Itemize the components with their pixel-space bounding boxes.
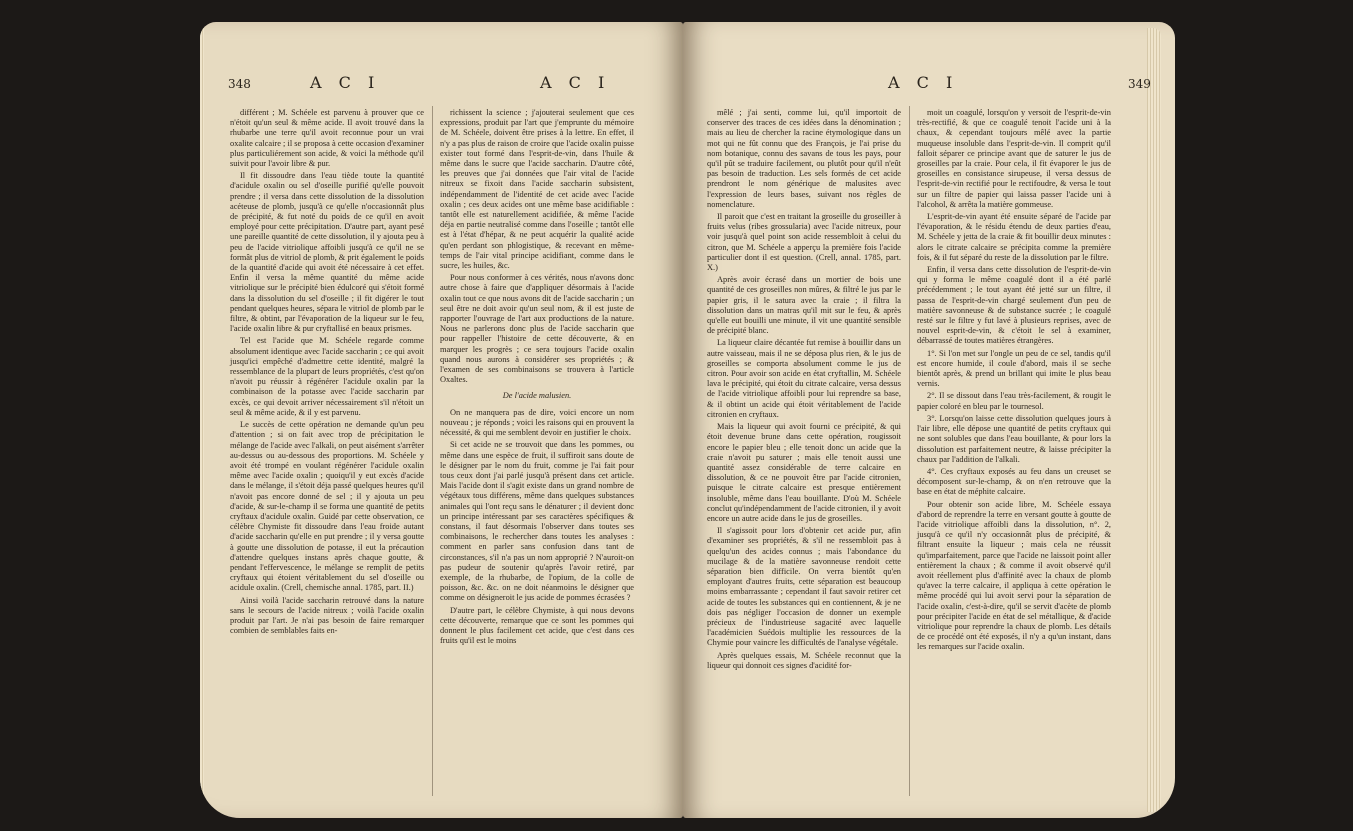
left-page-header [200, 73, 683, 97]
paragraph: moit un coagulé, lorsqu'on y versoit de l'esprit-de-vin très-rectifié, & que ce coagulé tenoit l'acide uni à la chaux, & cependant toujours mêlé avec la partie muqueuse insoluble dans l'esprit-de-vin. Il comprit qu'il falloit séparer ce principe avant que de saturer le jus de groseilles par la craie. Pour cela, il fit évaporer le jus de groseilles en consistance sirupeuse, il versa dessus de l'esprit-de-vin rectifié pour le rectifoudre, & versa le tout sur un filtre de papier qui laissa passer l'acide uni à l'alcohol, & arrêta la matière gommeuse. [917, 108, 1111, 209]
paragraph: Il fit dissoudre dans l'eau tiède toute la quantité d'acidule oxalin ou sel d'oseille purifié qu'elle pouvoit prendre ; il versa dans cette dissolution de la dissolution acéteuse de plomb, jusqu'à ce qu'elle n'occasionnât plus de précipité, & fut noté du poids de ce qu'il en avoit employé pour cette précipitation. D'autre part, ayant pesé une pareille quantité de cette dissolution, il y ajouta peu à peu de l'acide vitriolique affoibli jusqu'à ce qu'il ne se formât plus de vitriol de plomb, & prit également le poids de la quantité d'acide qui avoit été nécessaire à cet effet. Enfin il versa la même quantité du même acide vitriolique sur le précipité bien édulcoré qui s'étoit formé dans la dissolution du sel d'oseille ; il fit digérer le tout pendant quelques heures, sépara le vitriol de plomb par le filtre, & obtint, par l'évaporation de la liqueur sur le feu, l'acide oxalin libre & pur cryftallisé en beaux prismes. [230, 171, 424, 334]
right-page-edges [1147, 28, 1161, 812]
right-page-header [683, 73, 1175, 97]
open-book [200, 22, 1200, 822]
paragraph: Après avoir écrasé dans un mortier de bois une quantité de ces groseilles non mûres, & filtré le jus par le papier gris, il le satura avec la craie ; il filtra la dissolution dans un matras qu'il mit sur le feu, & après qu'elle eut bouilli une minute, il vit une quantité sensible de précipité blanc. [707, 275, 901, 336]
text-column [917, 108, 1111, 655]
paragraph: La liqueur claire décantée fut remise à bouillir dans un autre vaisseau, mais il ne se déposa plus rien, & le jus de groseilles se comporta absolument comme le jus de citron. Pour avoir son acide en état cryftallin, M. Schéele lava le précipité, qui étoit du citrate calcaire, versa dessus de l'acide vitriolique affoibli pour lui reprendre sa base, & il obtint un acide qui étoit véritablement de l'acide citronien en cryftaux. [707, 338, 901, 419]
paragraph: Ainsi voilà l'acide saccharin retrouvé dans la nature sans le secours de l'acide nitreux ; voilà l'acide oxalin produit par l'art. Je n'ai pas besoin de faire remarquer combien de semblables faits en- [230, 595, 424, 636]
text-column [230, 108, 424, 638]
paragraph: Mais la liqueur qui avoit fourni ce précipité, & qui étoit devenue brune dans cette opération, rougissoit encore le papier bleu ; elle tenoit donc un acide que la craie n'avoit pu saturer ; mais elle tenoit aussi une quantité assez considérable de terre calcaire en dissolution, & ce ne pouvoit être par l'acide citronien, puisque le citrate calcaire est presque entièrement insoluble, même dans l'eau bouillante. D'où M. Schéele conclut qu'indépendamment de l'acide citronien, il y avoit encore un autre acide dans le jus de groseilles. [707, 422, 901, 523]
page-number: 348 [228, 77, 251, 91]
running-title: A C I [888, 73, 959, 92]
page-number: 349 [1128, 77, 1151, 91]
column-rule [909, 106, 910, 796]
paragraph: richissent la science ; j'ajouterai seulement que ces expressions, produit par l'art que j'emprunte du mémoire de M. Schéele, doivent être prises à la lettre. En effet, il n'y a pas plus de raison de croire que l'acide oxalin puisse exister tout formé dans l'esprit-de-vin, dans l'huile & même dans le sucre que l'acide saccharin. D'autre côté, les preuves que j'ai données que l'air vital de l'acide nitreux se fixoit dans l'acide saccharin subsistent, indépendamment de l'identité de cet acide avec l'acide oxalin ; ces deux acides ont une même base acidifiable : tantôt elle est naturellement acidifiée, & même l'acide déja en partie neutralisé comme dans l'oseille ; tantôt elle est à l'état d'hépar, & ne peut acquérir la qualité acide qu'en perdant son phlogistique, & recevant en même-temps de l'air vital principe acidifiant, comme dans le sucre, les huiles, &c. [440, 108, 634, 271]
paragraph: Enfin, il versa dans cette dissolution de l'esprit-de-vin qui y forma le même coagulé dont il a été parlé précédemment ; le tout ayant été jetté sur un filtre, il passa de l'esprit-de-vin chargé seulement d'un peu de matière savonneuse & de substance sucrée ; le coagulé resté sur le filtre y fut lavé à plusieurs reprises, avec de nouvel esprit-de-vin, & c'étoit le sel à examiner, débarrassé de toutes matières étrangères. [917, 265, 1111, 346]
column-rule [432, 106, 433, 796]
paragraph: différent ; M. Schéele est parvenu à prouver que ce n'étoit qu'un seul & même acide. Il avoit trouvé dans la rhubarbe une terre qu'il avoit reconnue pour un vrai oxalite calcaire ; il se proposa à cette occasion d'examiner plus particuliérement son acide, & voici la méthode qu'il suivit pour l'avoir libre & pur. [230, 108, 424, 169]
paragraph: Il paroit que c'est en traitant la groseille du groseiller à fruits velus (ribes grossularia) avec l'acide nitreux, pour voir jusqu'à quel point son acide ressembloit à celui du citron, que M. Schéele a apperçu la première fois l'acide particulier dont il est question. (Crell, annal. 1785, part. X.) [707, 212, 901, 273]
paragraph: Si cet acide ne se trouvoit que dans les pommes, ou même dans une espèce de fruit, il suffiroit sans doute de le désigner par le nom du fruit, comme je l'ai fait pour tous ceux dont j'ai parlé jusqu'à présent dans cet article. Mais l'acide dont il s'agit existe dans un grand nombre de végétaux tous différens, même dans quelques substances animales qui l'ont reçu sans le dénaturer ; il devient donc un principe intéressant par ses caractères spécifiques & constans, il faut désormais l'observer dans toutes ses combinaisons, le rechercher dans toutes les analyses : comment en parler sans confusion dans tant de circonstances, s'il n'a pas un nom approprié ? N'auroit-on pas pudeur de soutenir qu'après l'avoir retiré, par exemple, de la rhubarbe, de l'opium, de la colle de poisson, &c. &c. on ne doit néanmoins le désigner que comme on désigneroit le jus acide de pommes écrasées ? [440, 440, 634, 603]
paragraph: On ne manquera pas de dire, voici encore un nom nouveau ; je réponds ; voici les raisons qui en prouvent la nécessité, & qui me semblent devoir en justifier le choix. [440, 407, 634, 438]
paragraph: 2°. Il se dissout dans l'eau très-facilement, & rougit le papier coloré en bleu par le tournesol. [917, 391, 1111, 411]
paragraph: Tel est l'acide que M. Schéele regarde comme absolument identique avec l'acide saccharin ; ce qui avoit jusqu'ici empêché d'admettre cette identité, malgré la ressemblance de la plupart de leurs propriétés, c'est qu'on n'avoit pu réussir à régénérer l'acidule oxalin par la combinaison de la potasse avec l'acide saccharin par excès, ce qui devoit arriver nécessairement s'il n'étoit un seul & même acide, & il y est parvenu. [230, 336, 424, 417]
text-column [707, 108, 901, 673]
paragraph: De l'acide malusien. [502, 391, 572, 401]
paragraph: Il s'agissoit pour lors d'obtenir cet acide pur, afin d'examiner ses propriétés, & s'il ne ressembloit pas à quelqu'un des acides connus ; mais l'abondance du mucilage & de la matière savonneuse rendoit cette séparation bien difficile. On verra bientôt qu'en employant d'autres fruits, cette séparation est beaucoup moins embarrassante ; cependant il faut savoir retirer cet acide de toutes les substances qui en contiennent, & je ne dois pas négliger l'occasion de donner un exemple précieux de l'industrieuse sagacité avec laquelle l'académicien Suédois multiplie les ressources de la Chymie pour vaincre les difficultés de l'analyse végétale. [707, 526, 901, 648]
paragraph: Pour obtenir son acide libre, M. Schéele essaya d'abord de reprendre la terre en versant goutte à goutte de l'acide vitriolique affoibli dans la dissolution, n°. 2, jusqu'à ce qu'il n'y occasionnât plus de précipité, & filtrant ensuite la liqueur ; mais cela ne réussit qu'imparfaitement, parce que l'acide ne laissoit point aller entièrement la chaux ; & comme il avoit observé qu'il avoit réellement plus d'affinité avec la chaux de plomb qu'avec la terre calcaire, il appliqua à cette opération le même procédé qui lui avoit servi pour la séparation de l'acide oxalin, c'est-à-dire, qu'il se servit d'acète de plomb pour précipiter l'acide en état de sel métallique, & d'acide vitriolique pour reprendre la chaux de plomb. Les détails de ce procédé ont été exposés, il n'y a qu'un instant, dans les remarques sur l'acide oxalin. [917, 499, 1111, 652]
running-title: A C I [310, 73, 381, 92]
paragraph: Après quelques essais, M. Schéele reconnut que la liqueur qui donnoit ces signes d'acidité for- [707, 650, 901, 670]
paragraph: L'esprit-de-vin ayant été ensuite séparé de l'acide par l'évaporation, & le résidu étendu de deux parties d'eau, M. Schéele y jetta de la craie & fit bouillir deux minutes : alors le citrate calcaire se précipita comme la première fois, & il fut séparé du reste de la dissolution par le filtre. [917, 212, 1111, 262]
paragraph: Pour nous conformer à ces vérités, nous n'avons donc autre chose à faire que d'appliquer désormais à l'acide oxalin tout ce que nous avons dit de l'acide saccharin ; un seul être ne doit avoir qu'un seul nom, & il est juste de rapporter l'ouvrage de l'art aux productions de la nature. Nous ne parlerons donc plus de l'acide saccharin que pour rappeller l'histoire de cette découverte, & en marquer les progrès ; ce sera toujours l'acide oxalin quand nous aurons à considérer ses propriétés ; & l'examen de ses combinaisons se trouvera à l'article Oxaltes. [440, 273, 634, 385]
paragraph: Le succès de cette opération ne demande qu'un peu d'attention ; si on fait avec trop de précipitation le mélange de l'acide avec l'alkali, on peut aisément s'arrêter au-dessus ou au-dessous des proportions. M. Schéele y avoit été trompé en voulant régénérer l'acidule oxalin même avec l'acide oxalin ; quoiqu'il y eut excès d'acide dans le mélange, il s'étoit déja passé quelques heures qu'il n'avoit pas encore donné de sel ; il y ajouta un peu d'acide, & sur-le-champ il se forma une quantité de petits cryftaux d'acidule oxalin. Guidé par cette observation, ce célèbre Chymiste fit dissoudre dans l'eau froide autant d'acide saccharin qu'elle en put prendre ; il y versa goutte à goutte une dissolution de potasse, il eut la précaution d'attendre quelques instans après chaque goutte, & pendant l'effervescence, le mélange se remplit de petits cryftaux qui étoient véritablement du sel d'oseille ou acidule oxalin. (Crell, chemische annal. 1785, part. II.) [230, 420, 424, 593]
right-page [683, 22, 1175, 818]
left-page-edges [200, 28, 204, 812]
paragraph: 1°. Si l'on met sur l'ongle un peu de ce sel, tandis qu'il est encore humide, il coule d'abord, mais il se seche bientôt après, & prend un brillant qui imite le plus beau vernis. [917, 348, 1111, 389]
paragraph: D'autre part, le célèbre Chymiste, à qui nous devons cette découverte, remarque que ce sont les pommes qui donnent le plus facilement cet acide, que c'est dans ces fruits qu'il est le moins [440, 605, 634, 646]
left-page [200, 22, 683, 818]
paragraph: 4°. Ces cryftaux exposés au feu dans un creuset se décomposent sur-le-champ, & on n'en retrouve que la base en état de méphite calcaire. [917, 466, 1111, 497]
paragraph: 3°. Lorsqu'on laisse cette dissolution quelques jours à l'air libre, elle dépose une quantité de petits cryftaux qui ne sont solubles que dans l'eau bouillante, & pour lors la dissolution est parfaitement neutre, & laisse précipiter la chaux par l'addition de l'alkali. [917, 413, 1111, 464]
running-title: A C I [540, 73, 611, 92]
text-column [440, 108, 634, 648]
paragraph: mêlé ; j'ai senti, comme lui, qu'il importoit de conserver des traces de ces idées dans la dénomination ; mais au lieu de chercher la racine étymologique dans un mot qui ne fût connu que des François, je l'ai prise du nom botanique, connu des savans de tous les pays, pour qu'il pût se traduire facilement, ou plutôt pour qu'il n'eût pas besoin de traduction. Les sels formés de cet acide prendront le nom générique de malusites avec l'expression de leurs bases, suivant nos règles de nomenclature. [707, 108, 901, 209]
